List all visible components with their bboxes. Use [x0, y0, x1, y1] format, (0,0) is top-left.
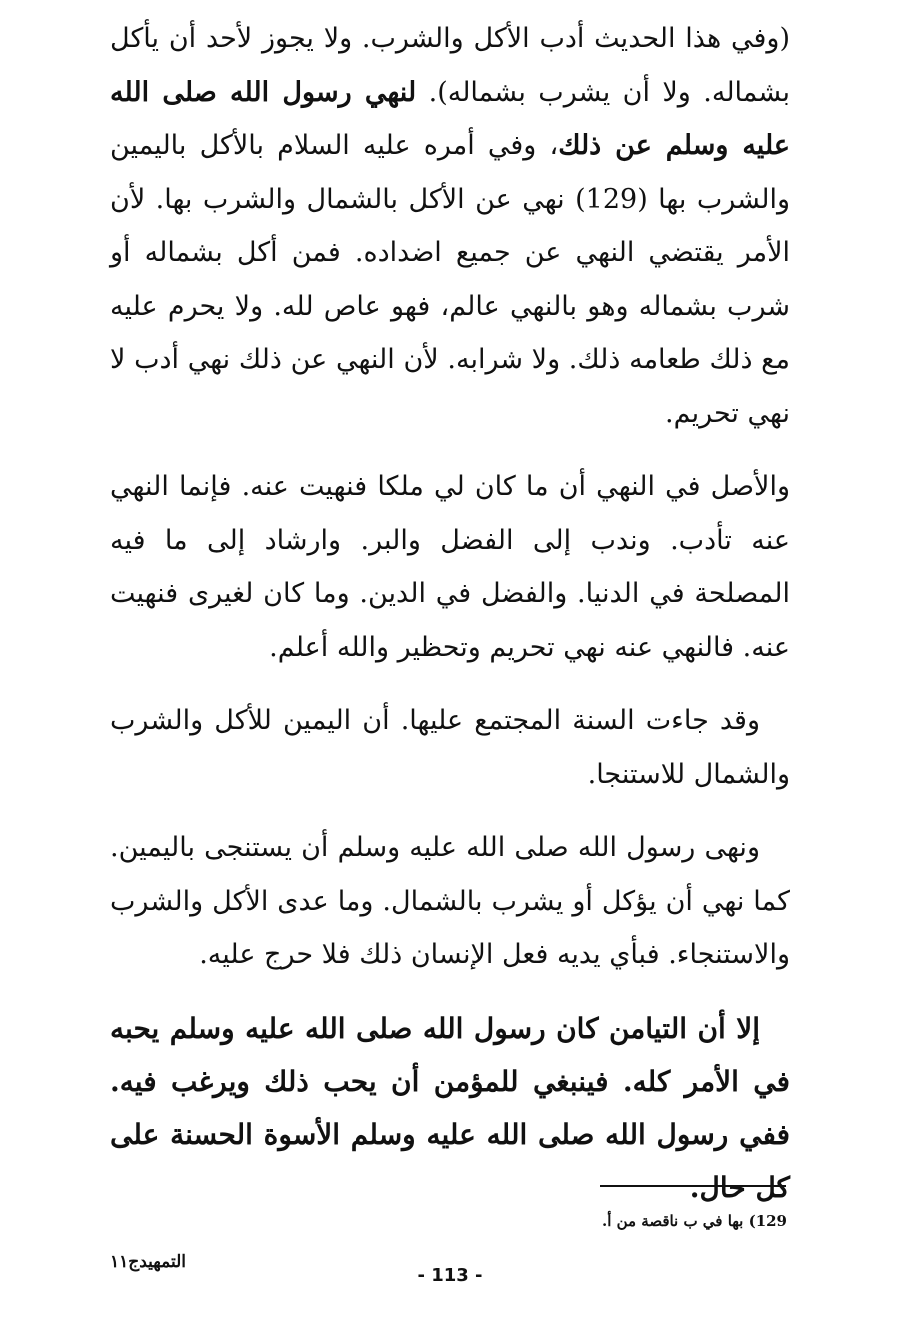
footnote: 129) بها في ب ناقصة من أ.	[601, 1212, 787, 1230]
paragraph-1	[110, 12, 790, 440]
paragraph-5	[110, 1002, 790, 1214]
paragraph-3-text: وقد جاءت السنة المجتمع عليها. أن اليمين للأكل والشرب والشمال للاستنجا.	[110, 705, 790, 790]
paragraph-2-text: والأصل في النهي أن ما كان لي ملكا فنهيت عنه. فإنما النهي عنه تأدب. وندب إلى الفضل والبر. وارشاد إلى ما فيه المصلحة في الدنيا. والفضل في الدين. وما كان لغيرى فنهيت عنه. فالنهي عنه نهي تحريم وتحظير والله أعلم.	[110, 471, 790, 663]
paragraph-1-part-1: (وفي هذا الحديث أدب الأكل والشرب. ولا يجوز لأحد أن يأكل بشماله. ولا أن يشرب بشماله).	[110, 23, 790, 108]
paragraph-5-text: إلا أن التيامن كان رسول الله صلى الله عليه وسلم يحبه في الأمر كله. فينبغي للمؤمن أن يحب ذلك ويرغب فيه. ففي رسول الله صلى الله عليه وسلم الأسوة الحسنة على كل حال.	[110, 1011, 790, 1204]
paragraph-1-part-3: ، وفي أمره عليه السلام بالأكل باليمين والشرب بها (129) نهي عن الأكل بالشمال والشرب بها. لأن الأمر يقتضي النهي عن جميع اضداده. فمن أكل بشماله أو شرب بشماله وهو بالنهي عالم، فهو عاص لله. ولا يحرم عليه مع ذلك طعامه ذلك. ولا شرابه. لأن النهي عن ذلك نهي أدب لا نهي تحريم.	[110, 130, 790, 429]
paragraph-1-bold-phrase: لنهي رسول الله صلى الله عليه وسلم عن ذلك	[110, 76, 790, 161]
page-number: - 113 -	[417, 1265, 483, 1286]
paragraph-3	[110, 694, 790, 801]
paragraph-2	[110, 460, 790, 674]
footnote-divider	[600, 1185, 786, 1187]
running-header: التمهيدج١١	[110, 1252, 186, 1272]
paragraph-4	[110, 821, 790, 982]
body-text	[110, 12, 790, 1214]
paragraph-4-text: ونهى رسول الله صلى الله عليه وسلم أن يستنجى باليمين. كما نهي أن يؤكل أو يشرب بالشمال. وما عدى الأكل والشرب والاستنجاء. فبأي يديه فعل الإنسان ذلك فلا حرج عليه.	[110, 832, 790, 970]
